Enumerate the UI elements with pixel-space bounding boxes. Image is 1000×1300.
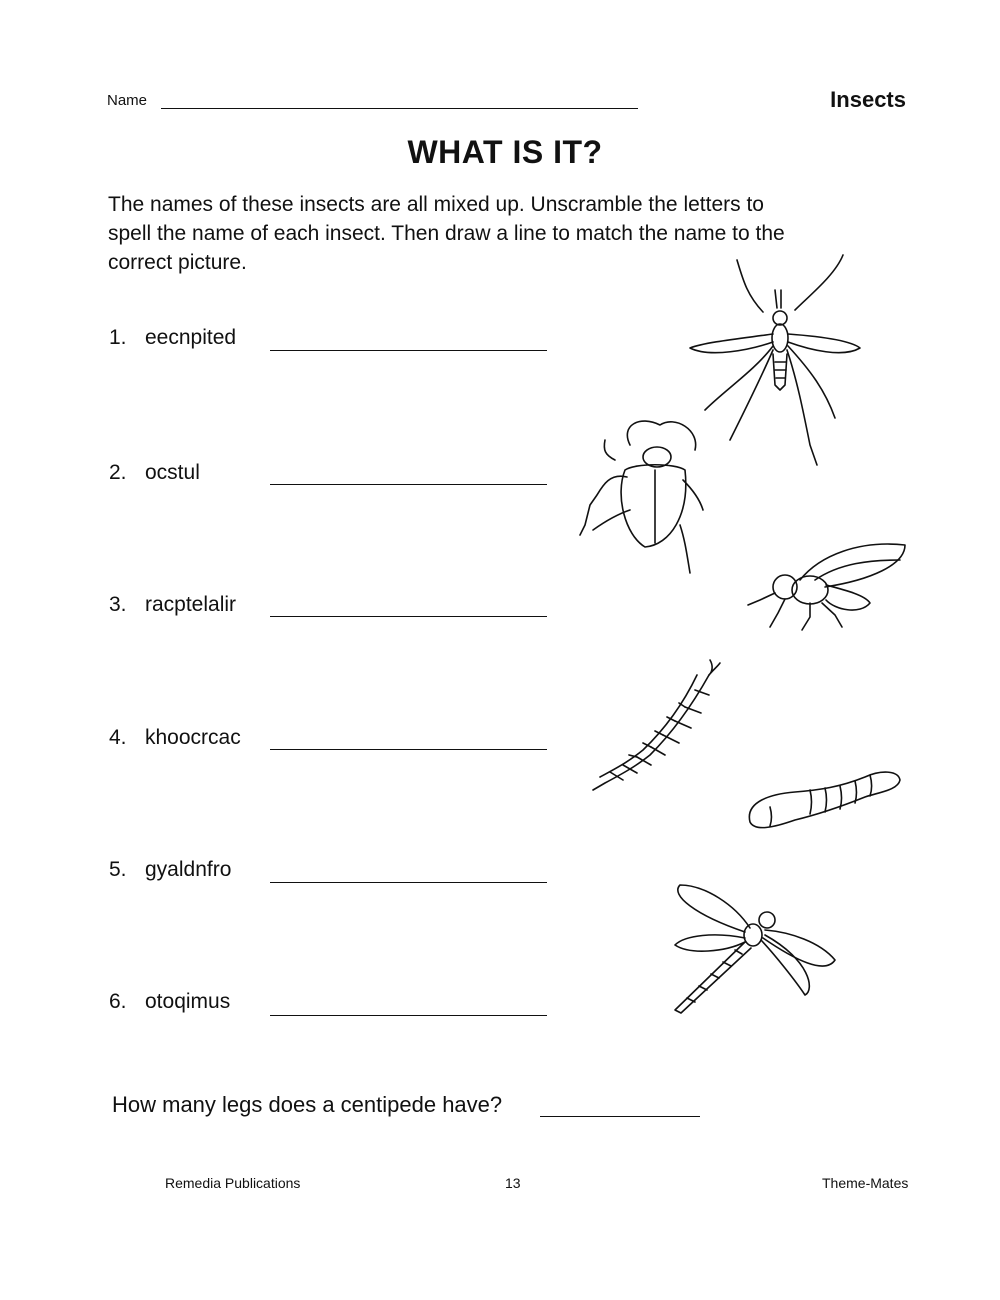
scrambled-word: ocstul	[145, 461, 200, 484]
caterpillar-icon	[740, 762, 905, 837]
item-number: 5.	[109, 858, 127, 881]
instructions-line-1: The names of these insects are all mixed up. Unscramble the letters to	[108, 193, 764, 216]
name-label: Name	[107, 92, 148, 109]
scrambled-word: gyaldnfro	[145, 858, 232, 881]
answer-line[interactable]	[270, 350, 547, 351]
scrambled-word: racptelalir	[145, 593, 237, 616]
instructions-line-3: correct picture.	[108, 251, 247, 274]
answer-line[interactable]	[270, 616, 547, 617]
answer-line[interactable]	[270, 1015, 547, 1016]
answer-line[interactable]	[270, 749, 547, 750]
page-title: WHAT IS IT?	[407, 134, 603, 170]
page-number: 13	[505, 1175, 521, 1191]
answer-line[interactable]	[270, 484, 547, 485]
answer-line[interactable]	[270, 882, 547, 883]
instructions-line-2: spell the name of each insect. Then draw a line to match the name to the	[108, 222, 785, 245]
footer-publisher: Remedia Publications	[165, 1175, 301, 1191]
footer-series: Theme-Mates	[822, 1175, 909, 1191]
item-number: 1.	[109, 326, 127, 349]
item-number: 2.	[109, 461, 127, 484]
fly-icon	[740, 535, 910, 635]
scrambled-word: otoqimus	[145, 990, 231, 1013]
name-field[interactable]	[161, 108, 638, 109]
item-number: 4.	[109, 726, 127, 749]
centipede-legs-question: How many legs does a centipede have?	[112, 1092, 503, 1117]
item-number: 3.	[109, 593, 127, 616]
item-number: 6.	[109, 990, 127, 1013]
dragonfly-icon	[665, 880, 845, 1020]
answer-line[interactable]	[540, 1116, 700, 1117]
beetle-icon	[575, 415, 715, 580]
scrambled-word: eecnpited	[145, 326, 237, 349]
topic-heading: Insects	[830, 87, 906, 112]
scrambled-word: khoocrcac	[145, 726, 241, 749]
centipede-icon	[585, 655, 725, 800]
